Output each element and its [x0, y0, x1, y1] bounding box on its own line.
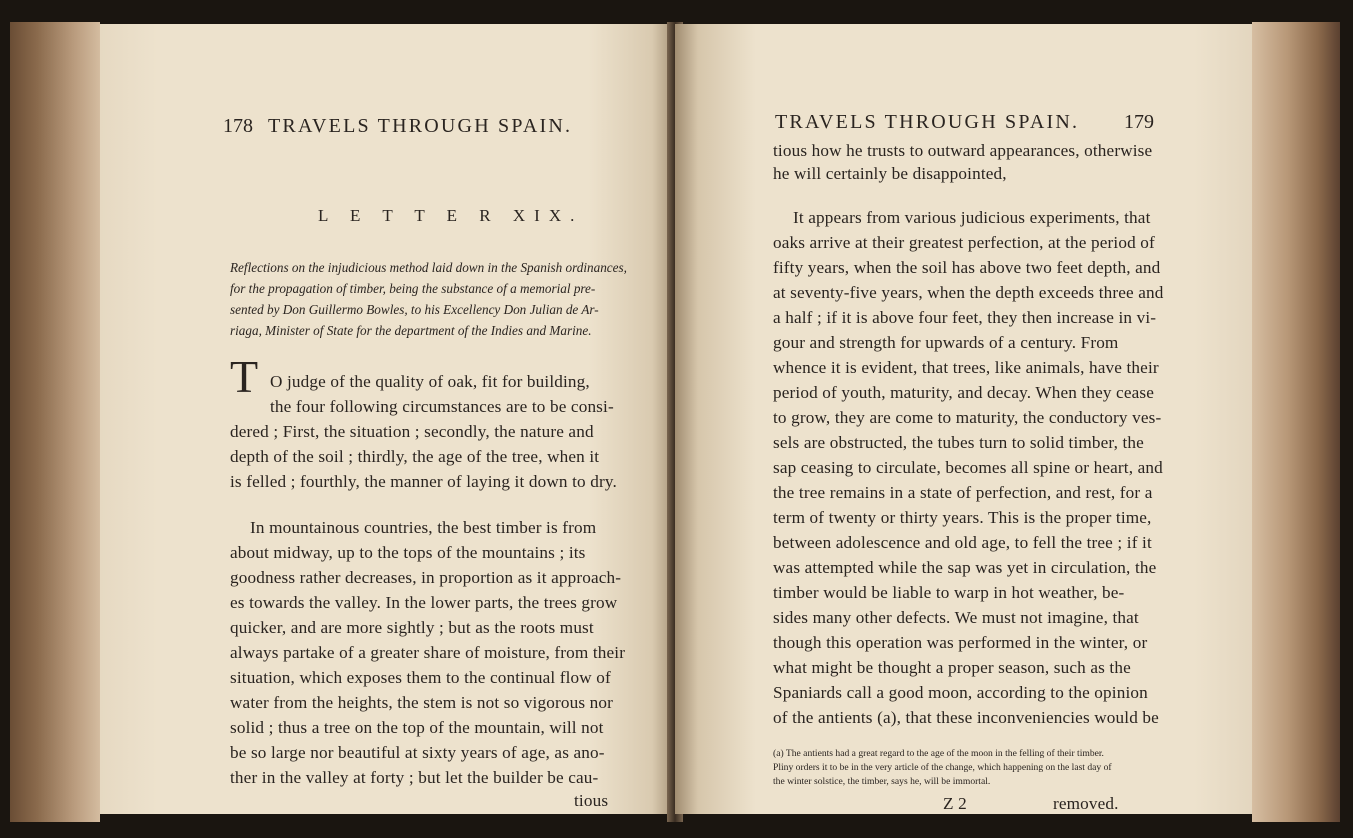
footnote-line: (a) The antients had a great regard to the age of the moon in the felling of their timber.	[773, 748, 1104, 759]
footnote-line: the winter solstice, the timber, says he, will be immortal.	[773, 776, 991, 787]
text-line: quicker, and are more sightly ; but as the roots must	[230, 618, 594, 637]
text-line: depth of the soil ; thirdly, the age of the tree, when it	[230, 447, 600, 466]
text-line: about midway, up to the tops of the mountains ; its	[230, 543, 586, 562]
running-head: TRAVELS THROUGH SPAIN.	[775, 111, 1080, 133]
catchword: removed.	[1053, 794, 1119, 813]
letter-heading: L E T T E R XIX.	[318, 206, 584, 225]
text-line: In mountainous countries, the best timber is from	[250, 518, 597, 537]
text-line: gour and strength for upwards of a century. From	[773, 333, 1119, 352]
text-line: though this operation was performed in the winter, or	[773, 633, 1148, 652]
text-line: fifty years, when the soil has above two feet depth, and	[773, 258, 1161, 277]
text-line: the tree remains in a state of perfection, and rest, for a	[773, 483, 1153, 502]
text-line: between adolescence and old age, to fell the tree ; if it	[773, 533, 1152, 552]
summary-line: sented by Don Guillermo Bowles, to his Excellency Don Julian de Ar-	[230, 302, 599, 317]
left-page-edges	[10, 22, 100, 822]
text-line: is felled ; fourthly, the manner of laying it down to dry.	[230, 472, 617, 491]
footnote-line: Pliny orders it to be in the very article of the change, which happening on the last day of	[773, 762, 1112, 773]
text-line: It appears from various judicious experiments, that	[793, 208, 1151, 227]
text-line: timber would be liable to warp in hot weather, be-	[773, 583, 1125, 602]
text-line: sap ceasing to circulate, becomes all spine or heart, and	[773, 458, 1163, 477]
text-line: of the antients (a), that these inconveniencies would be	[773, 708, 1159, 727]
catchword: tious	[574, 791, 609, 810]
text-line: sides many other defects. We must not imagine, that	[773, 608, 1139, 627]
summary-line: for the propagation of timber, being the substance of a memorial pre-	[230, 281, 596, 296]
text-line: be so large nor beautiful at sixty years of age, as ano-	[230, 743, 605, 762]
page-number: 178	[223, 115, 253, 137]
text-line: to grow, they are come to maturity, the conductory ves-	[773, 408, 1162, 427]
text-line: situation, which exposes them to the continual flow of	[230, 668, 611, 687]
text-line: the four following circumstances are to be consi-	[270, 397, 614, 416]
page-number: 179	[1124, 111, 1154, 133]
text-line: es towards the valley. In the lower parts, the trees grow	[230, 593, 618, 612]
text-line: goodness rather decreases, in proportion as it approach-	[230, 568, 622, 587]
text-line: period of youth, maturity, and decay. When they cease	[773, 383, 1155, 402]
text-line: Spaniards call a good moon, according to the opinion	[773, 683, 1148, 702]
text-line: solid ; thus a tree on the top of the mountain, will not	[230, 718, 604, 737]
summary-line: Reflections on the injudicious method laid down in the Spanish ordinances,	[230, 260, 627, 275]
text-line: was attempted while the sap was yet in circulation, the	[773, 558, 1157, 577]
left-page	[100, 24, 675, 814]
text-line: O judge of the quality of oak, fit for building,	[270, 372, 590, 391]
right-page	[675, 24, 1252, 814]
text-line: term of twenty or thirty years. This is the proper time,	[773, 508, 1152, 527]
text-line: tious how he trusts to outward appearances, otherwise	[773, 141, 1153, 160]
text-line: what might be thought a proper season, such as the	[773, 658, 1131, 677]
text-line: at seventy-five years, when the depth exceeds three and	[773, 283, 1164, 302]
text-line: he will certainly be disappointed,	[773, 164, 1007, 183]
text-line: sels are obstructed, the tubes turn to solid timber, the	[773, 433, 1144, 452]
text-line: water from the heights, the stem is not so vigorous nor	[230, 693, 613, 712]
drop-cap: T	[230, 351, 259, 402]
signature-mark: Z 2	[943, 794, 967, 813]
text-line: always partake of a greater share of moisture, from their	[230, 643, 626, 662]
text-line: ther in the valley at forty ; but let the builder be cau-	[230, 768, 599, 787]
text-line: dered ; First, the situation ; secondly, the nature and	[230, 422, 594, 441]
summary-line: riaga, Minister of State for the department of the Indies and Marine.	[230, 323, 592, 338]
text-line: a half ; if it is above four feet, they then increase in vi-	[773, 308, 1157, 327]
text-line: oaks arrive at their greatest perfection, at the period of	[773, 233, 1155, 252]
running-head: TRAVELS THROUGH SPAIN.	[268, 115, 573, 137]
text-line: whence it is evident, that trees, like animals, have their	[773, 358, 1159, 377]
right-page-edges	[1252, 22, 1340, 822]
